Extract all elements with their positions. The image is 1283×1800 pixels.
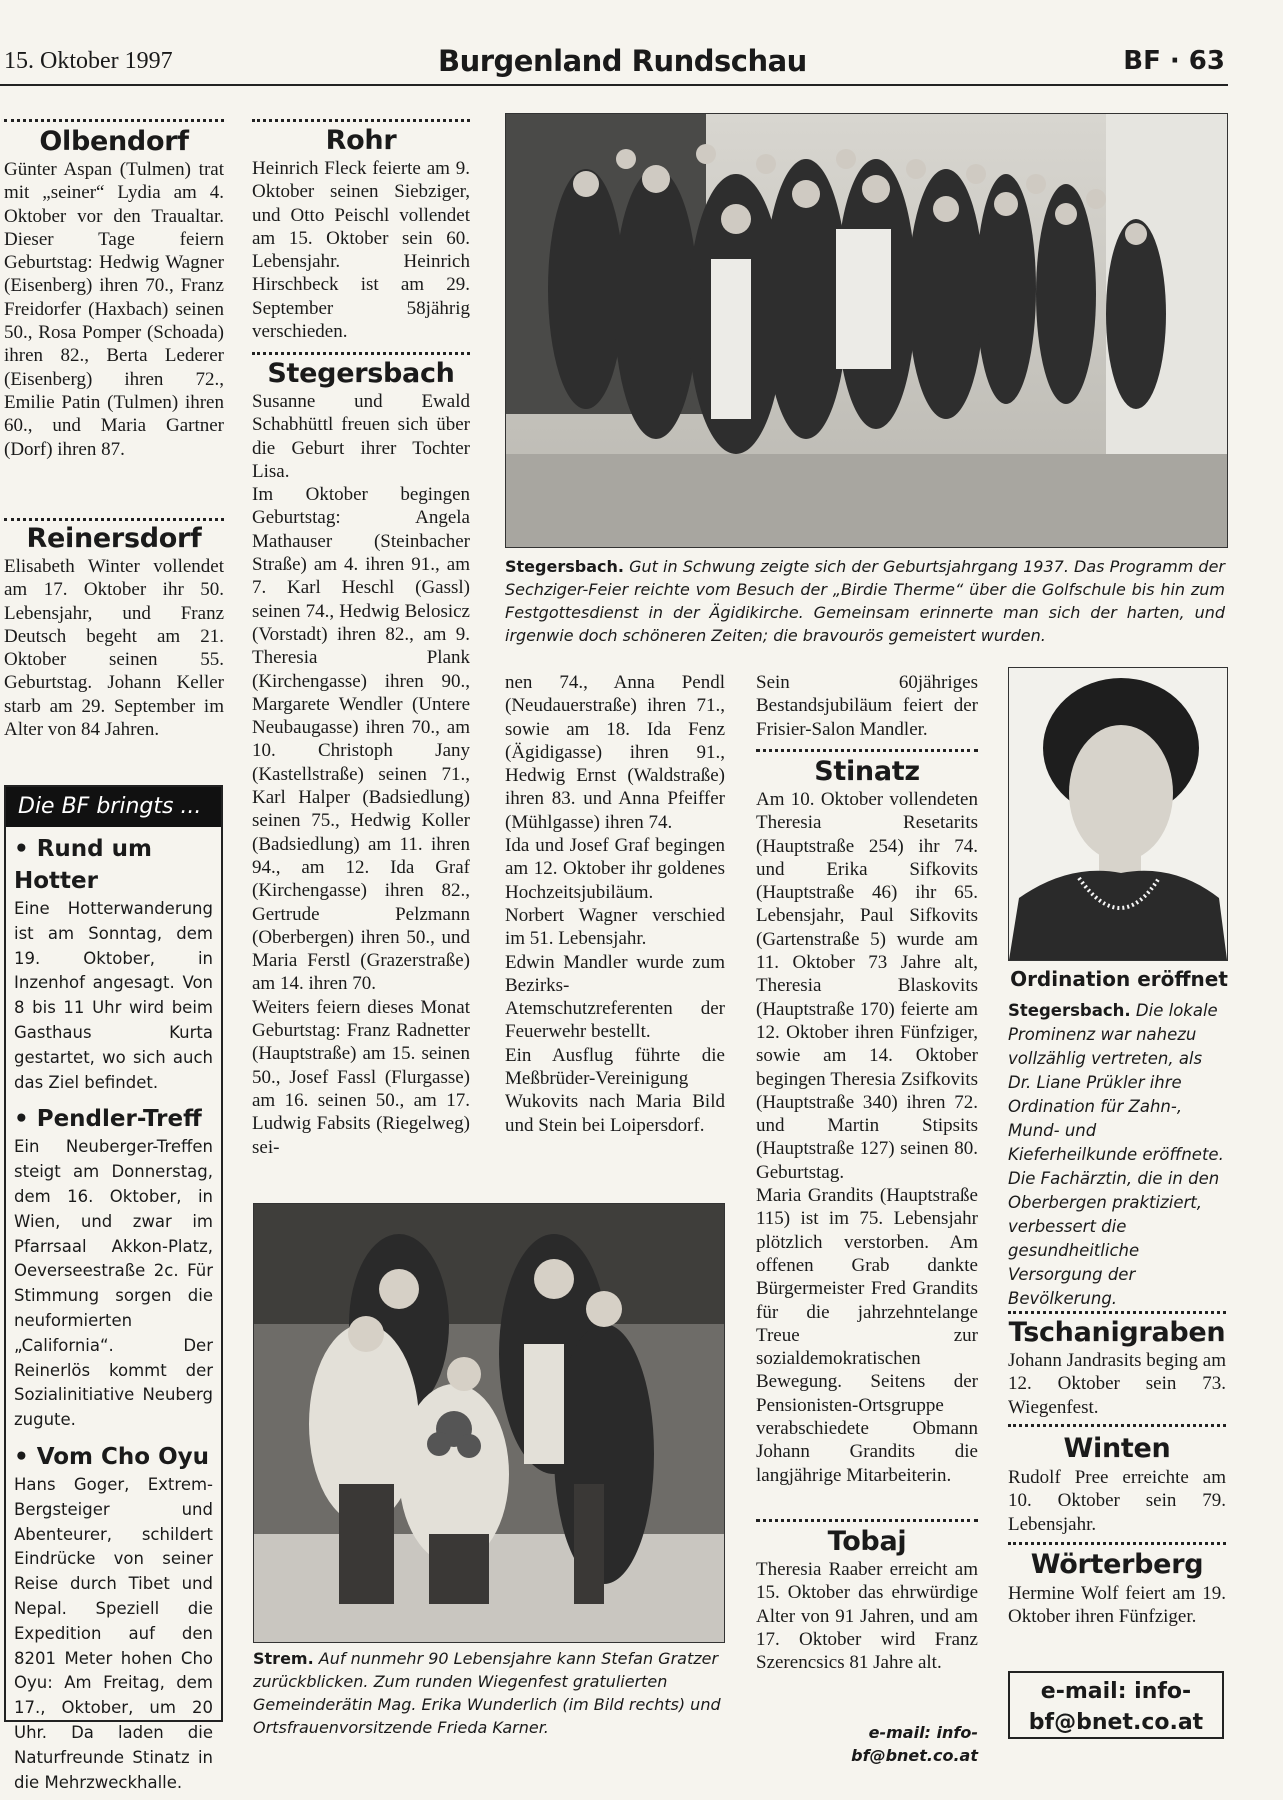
portrait-graphic bbox=[1009, 668, 1227, 960]
strem-photo-graphic bbox=[254, 1204, 724, 1642]
box-item-text-hotter: Eine Hotterwanderung ist am Sonntag, dem 19. Oktober, in Inzenhof angesagt. Von 8 bis 11 Uhr wird beim Gasthaus Kurta gestartet, wo sich auch das Ziel befindet. bbox=[14, 899, 213, 1092]
divider bbox=[1008, 1542, 1226, 1545]
section-title-stegersbach: Stegersbach bbox=[267, 358, 455, 389]
section-text-tobaj: Theresia Raaber erreicht am 15. Oktober das ehrwürdige Alter von 91 Jahren, und am 17. Oktober wird Franz Szerencsics 81 Jahre alt. bbox=[756, 1559, 978, 1674]
section-title-tschanigraben: Tschanigraben bbox=[1008, 1317, 1226, 1348]
divider bbox=[1008, 1424, 1226, 1427]
section-title-stinatz: Stinatz bbox=[814, 756, 920, 787]
box-item-title-cho-oyu: • Vom Cho Oyu bbox=[14, 1443, 210, 1470]
section-text-winten: Rudolf Pree erreichte am 10. Oktober sein 79. Lebensjahr. bbox=[1008, 1467, 1226, 1535]
group-photo-caption: Stegersbach. Gut in Schwung zeigte sich der Geburtsjahrgang 1937. Das Programm der Sechziger-Feier reichte vom Besuch der „Birdie Therme“ über die Golfschule bis hin zum Festgottesdienst in der Ägidikirche. Gemeinsam erinnerte man sich der harten, und irgenwie doch schöneren Zeiten; die bravourös gemeistert wurden. bbox=[505, 557, 1226, 645]
section-text-rohr: Heinrich Fleck feierte am 9. Oktober seinen Siebziger, und Otto Peischl vollendet am 15. Oktober sein 60. Lebensjahr. Heinrich Hirschbeck ist am 29. September 58jährig verschieden. bbox=[252, 158, 470, 343]
email-line-2: bf@bnet.co.at bbox=[1028, 1710, 1204, 1735]
newspaper-title: Burgenland Rundschau bbox=[438, 44, 807, 78]
frisier-salon-text: Sein 60jähriges Bestandsjubiläum feiert der Frisier-Salon Mandler. bbox=[756, 672, 978, 740]
page-number: BF · 63 bbox=[1123, 46, 1225, 76]
section-text-worterberg: Hermine Wolf feiert am 19. Oktober ihren Fünfziger. bbox=[1008, 1583, 1226, 1628]
divider bbox=[4, 518, 224, 521]
box-item-title-pendler: • Pendler-Treff bbox=[14, 1106, 202, 1133]
section-title-worterberg: Wörterberg bbox=[1030, 1549, 1204, 1580]
strem-photo bbox=[253, 1203, 725, 1643]
ordination-caption: Stegersbach. Die lokale Prominenz war nahezu vollzählig vertreten, als Dr. Liane Prükler ihre Ordination für Zahn-, Mund- und Kieferheilkunde eröffnete. Die Fachärztin, die in den Oberbergen praktiziert, verbessert die gesundheitliche Versorgung der Bevölkerung. bbox=[1008, 1001, 1224, 1308]
email-box bbox=[1008, 1671, 1224, 1739]
group-photo-graphic bbox=[506, 114, 1227, 547]
section-title-tobaj: Tobaj bbox=[827, 1526, 907, 1557]
box-item-title-hotter: • Rund um Hotter bbox=[14, 836, 152, 894]
divider bbox=[756, 1519, 978, 1522]
section-title-olbendorf: Olbendorf bbox=[39, 126, 189, 157]
box-item-text-cho-oyu: Hans Goger, Extrem-Bergsteiger und Abenteurer, schildert Eindrücke von seiner Reise durch Tibet und Nepal. Speziell die Expedition auf den 8201 Meter hohen Cho Oyu: Am Freitag, dem 17., Oktober, um 20 Uhr. Da laden die Naturfreunde Stinatz in die Mehrzweckhalle. bbox=[14, 1474, 213, 1792]
stegersbach-continued: nen 74., Anna Pendl (Neudauerstraße) ihren 71., sowie am 18. Ida Fenz (Ägidigasse) ihren 91., Hedwig Ernst (Waldstraße) ihren 83. und Anna Pfeiffer (Mühlgasse) ihren 74. Ida und Josef Graf begingen am 12. Oktober ihr goldenes Hochzeitsjubiläum. Norbert Wagner verschied im 51. Lebensjahr. Edwin Mandler wurde zum Bezirks-Atemschutzreferenten der Feuerwehr bestellt. Ein Ausflug führte die Meßbrüder-Vereinigung Wukovits nach Maria Bild und Stein bei Loipersdorf. bbox=[505, 672, 725, 1136]
box-item-text-pendler: Ein Neuberger-Treffen steigt am Donnerstag, dem 16. Oktober, in Wien, und zwar im Pfarrsaal Akkon-Platz, Oeverseestraße 2c. Für Stimmung sorgen die neuformierten „California“. Der Reinerlös kommt der Sozialinitiative Neuberg zugute. bbox=[14, 1137, 213, 1430]
divider bbox=[756, 749, 978, 752]
section-text-reinersdorf: Elisabeth Winter vollendet am 17. Oktober ihr 50. Lebensjahr, und Franz Deutsch begeht am 21. Oktober seinen 55. Geburtstag. Johann Keller starb am 29. September im Alter von 84 Jahren. bbox=[4, 556, 224, 741]
section-title-winten: Winten bbox=[1063, 1433, 1171, 1464]
section-title-rohr: Rohr bbox=[325, 125, 397, 156]
divider bbox=[252, 119, 470, 122]
strem-photo-caption: Strem. Auf nunmehr 90 Lebensjahre kann Stefan Gratzer zurückblicken. Zum runden Wiegenfest gratulierten Gemeinderätin Mag. Erika Wunderlich (im Bild rechts) und Ortsfrauenvorsitzende Frieda Karner. bbox=[253, 1649, 721, 1737]
section-text-olbendorf: Günter Aspan (Tulmen) trat mit „seiner“ Lydia am 4. Oktober vor den Traualtar. Dieser Tage feiern Geburtstag: Hedwig Wagner (Eisenberg) ihren 70., Franz Freidorfer (Haxbach) seinen 50., Rosa Pomper (Schoada) ihren 82., Berta Lederer (Eisenberg) ihren 72., Emilie Patin (Tulmen) ihren 60., und Maria Gartner (Dorf) ihren 87. bbox=[4, 159, 224, 460]
divider bbox=[4, 119, 224, 122]
divider bbox=[252, 352, 470, 355]
box-banner: Die BF bringts ... bbox=[6, 787, 221, 827]
group-photo bbox=[505, 113, 1228, 548]
email-footer: e-mail: info-bf@bnet.co.at bbox=[851, 1723, 978, 1765]
bf-bringts-box bbox=[4, 785, 223, 1792]
email-line-1: e-mail: info- bbox=[1040, 1679, 1192, 1704]
issue-date: 15. Oktober 1997 bbox=[4, 48, 173, 74]
header-rule bbox=[0, 84, 1228, 86]
section-title-reinersdorf: Reinersdorf bbox=[26, 523, 202, 554]
section-text-stegersbach: Susanne und Ewald Schabhüttl freuen sich über die Geburt ihrer Tochter Lisa. Im Oktober begingen Geburtstag: Angela Mathauser (Steinbacher Straße) am 4. ihren 91., am 7. Karl Heschl (Gassl) seinen 74., Hedwig Belosicz (Vorstadt) ihren 82., am 9. Theresia Plank (Kirchengasse) ihren 90., Margarete Wendler (Untere Neubaugasse) ihren 70., am 10. Christoph Jany (Kastellstraße) seinen 71., Karl Halper (Badsiedlung) seinen 75., Hedwig Koller (Badsiedlung) am 11. ihren 94., am 12. Ida Graf (Kirchengasse) ihren 82., Gertrude Pelzmann (Oberbergen) ihren 50., und Maria Ferstl (Grazerstraße) am 14. ihren 70. Weiters feiern dieses Monat Geburtstag: Franz Radnetter (Hauptstraße) am 15. seinen 50., Josef Fassl (Flurgasse) am 16. seinen 50., am 17. Ludwig Fabsits (Riegelweg) sei- bbox=[252, 391, 470, 1158]
section-text-stinatz: Am 10. Oktober vollendeten Theresia Resetarits (Hauptstraße 254) ihr 74. und Erika Sifkovits (Hauptstraße 46) ihr 65. Lebensjahr, Paul Sifkovits (Gartenstraße 5) wurde am 11. Oktober 73 Jahre alt, Theresia Blaskovits (Hauptstraße 170) feierte am 12. Oktober ihren Fünfziger, sowie am 14. Oktober begingen Theresia Zsifkovits (Hauptstraße 340) ihren 72. und Martin Stipsits (Hauptstraße 127) seinen 80. Geburtstag. Maria Grandits (Hauptstraße 115) ist im 75. Lebensjahr plötzlich verstorben. Am offenen Grab dankte Bürgermeister Fred Grandits für die jahrzehntelange Treue zur sozialdemokratischen Bewegung. Seitens der Pensionisten-Ortsgruppe verabschiedete Obmann Johann Grandits die langjährige Mitarbeiterin. bbox=[756, 789, 978, 1486]
section-text-tschanigraben: Johann Jandrasits beging am 12. Oktober sein 73. Wiegenfest. bbox=[1008, 1350, 1226, 1418]
ordination-title: Ordination eröffnet bbox=[1010, 967, 1228, 991]
portrait-photo bbox=[1008, 667, 1228, 961]
divider bbox=[1008, 1311, 1226, 1314]
